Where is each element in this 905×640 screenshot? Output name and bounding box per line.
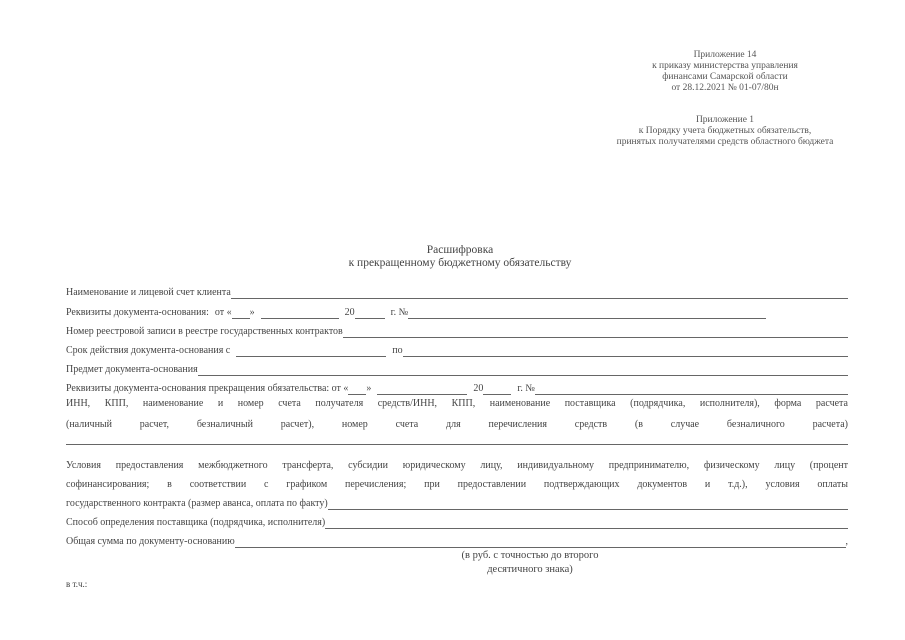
inn-paragraph-line-2: (наличный расчет, безналичный расчет), номер счета для перечисления средств (в случае безналичного расчета) (66, 419, 848, 430)
validity-to-field[interactable] (403, 346, 848, 357)
inn-field[interactable] (66, 444, 848, 445)
registry-row (66, 326, 848, 338)
termination-number-field[interactable] (535, 384, 848, 395)
validity-from-field[interactable] (236, 346, 386, 357)
registry-label: Номер реестровой записи в реестре государственных контрактов (66, 326, 343, 337)
total-field[interactable] (235, 537, 846, 548)
appendix-line: принятых получателями средств областного бюджета (616, 137, 834, 147)
validity-row (66, 345, 848, 357)
appendix-line: Приложение 1 (695, 115, 755, 125)
total-note (420, 549, 640, 577)
termination-row (66, 383, 848, 395)
appendix-line: к приказу министерства управления (652, 61, 798, 71)
total-end: , (845, 536, 848, 547)
requisites-row (66, 307, 766, 319)
document-title (250, 244, 670, 270)
month-field[interactable] (261, 308, 339, 319)
termination-year-field[interactable] (483, 384, 511, 395)
year-prefix: 20 (344, 307, 355, 318)
subject-label: Предмет документа-основания (66, 364, 198, 375)
termination-number-prefix: г. № (517, 383, 535, 394)
number-field[interactable] (408, 308, 766, 319)
termination-label: Реквизиты документа-основания прекращения обязательства: от « (66, 383, 349, 394)
inn-paragraph-line-1: ИНН, КПП, наименование и номер счета получателя средств/ИНН, КПП, наименование поставщика (подрядчика, исполнителя), форма расчета (66, 398, 848, 409)
termination-quote-close: » (366, 383, 372, 394)
conditions-paragraph-line-1: Условия предоставления межбюджетного трансферта, субсидии юридическому лицу, индивидуальному предпринимателю, физическому лицу (процент (66, 460, 848, 471)
quote-close: » (249, 307, 255, 318)
day-field[interactable] (232, 308, 250, 319)
method-row (66, 517, 848, 529)
including-label: в т.ч.: (66, 579, 88, 589)
appendix-14-header (590, 50, 860, 94)
subject-field[interactable] (198, 365, 848, 376)
client-label: Наименование и лицевой счет клиента (66, 287, 231, 298)
appendix-1-header (580, 115, 870, 148)
title-line-1: Расшифровка (426, 244, 494, 256)
conditions-last-label: государственного контракта (размер аванса, оплата по факту) (66, 498, 328, 509)
appendix-line: финансами Самарской области (662, 72, 788, 82)
title-line-2: к прекращенному бюджетному обязательству (348, 257, 572, 269)
number-prefix: г. № (390, 307, 409, 318)
termination-day-field[interactable] (348, 384, 366, 395)
requisites-label: Реквизиты документа-основания: (66, 307, 209, 318)
validity-label: Срок действия документа-основания с (66, 345, 231, 356)
registry-field[interactable] (343, 327, 848, 338)
appendix-line: от 28.12.2021 № 01-07/80н (671, 83, 779, 93)
termination-year-prefix: 20 (473, 383, 484, 394)
note-line-2: десятичного знака) (487, 564, 573, 575)
subject-row (66, 364, 848, 376)
client-field[interactable] (231, 288, 848, 299)
appendix-line: Приложение 14 (693, 50, 757, 60)
conditions-field[interactable] (328, 499, 848, 510)
from-label: от « (214, 307, 232, 318)
total-label: Общая сумма по документу-основанию (66, 536, 235, 547)
year-field[interactable] (355, 308, 385, 319)
total-row (66, 536, 848, 548)
termination-month-field[interactable] (377, 384, 467, 395)
appendix-line: к Порядку учета бюджетных обязательств, (638, 126, 812, 136)
client-row (66, 287, 848, 299)
note-line-1: (в руб. с точностью до второго (461, 550, 599, 561)
method-label: Способ определения поставщика (подрядчика, исполнителя) (66, 517, 326, 528)
method-field[interactable] (325, 518, 848, 529)
validity-to-label: по (392, 345, 403, 356)
conditions-paragraph-line-2: софинансирования; в соответствии с графиком перечисления; при предоставлении подтверждающих документов и т.д.), условия оплаты (66, 479, 848, 490)
conditions-last-row (66, 498, 848, 510)
